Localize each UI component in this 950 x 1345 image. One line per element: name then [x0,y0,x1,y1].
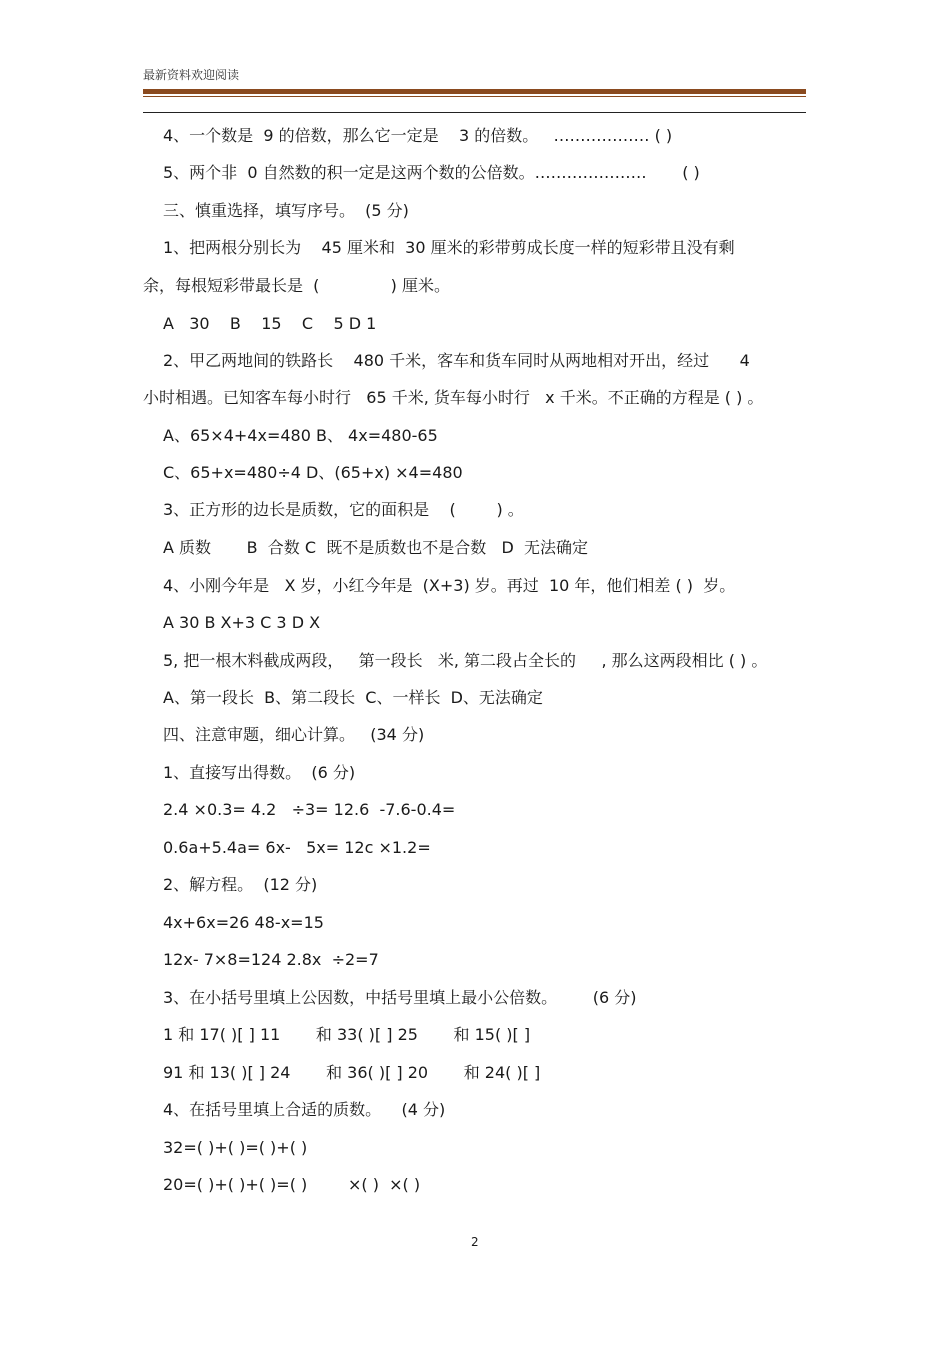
text-line: 4、在括号里填上合适的质数。 (4 分) [163,1100,446,1119]
text-line: A 30 B X+3 C 3 D X [163,613,321,632]
text-line: 3、在小括号里填上公因数，中括号里填上最小公倍数。 (6 分) [163,988,637,1007]
section-heading: 三、慎重选择，填写序号。 (5 分) [163,201,409,220]
text-line: 1 和 17( )[ ] 11 和 33( )[ ] 25 和 15( )[ ] [163,1025,531,1044]
text-line: A、第一段长 B、第二段长 C、一样长 D、无法确定 [163,688,543,707]
text-line: 32=( )+( )=( )+( ) [163,1138,308,1157]
text-line: 0.6a+5.4a= 6x- 5x= 12c ×1.2= [163,838,431,857]
header-rule-bottom [143,112,806,113]
header-rule-thick [143,89,806,94]
page-number: 2 [471,1235,479,1249]
text-line: 1、直接写出得数。 (6 分) [163,763,356,782]
text-line: 4x+6x=26 48-x=15 [163,913,324,932]
text-line: 小时相遇。已知客车每小时行 65 千米, 货车每小时行 x 千米。不正确的方程是 ( ) 。 [143,388,764,407]
text-line: 4、一个数是 9 的倍数，那么它一定是 3 的倍数。 ……………… ( ) [163,126,673,145]
header-rule-thin [143,96,806,97]
text-line: A 质数 B 合数 C 既不是质数也不是合数 D 无法确定 [163,538,588,557]
section-heading: 四、注意审题，细心计算。 (34 分) [163,725,425,744]
text-line: 余，每根短彩带最长是 ( ) 厘米。 [143,276,450,295]
text-line: 4、小刚今年是 X 岁，小红今年是 (X+3) 岁。再过 10 年，他们相差 ( ) 岁。 [163,576,736,595]
text-line: 2、解方程。 (12 分) [163,875,318,894]
text-line: A、65×4+4x=480 B、 4x=480-65 [163,426,438,445]
running-header: 最新资料欢迎阅读 [143,68,240,82]
text-line: 3、正方形的边长是质数，它的面积是 ( ) 。 [163,500,524,519]
text-line: 20=( )+( )+( )=( ) ×( ) ×( ) [163,1175,421,1194]
text-line: 2.4 ×0.3= 4.2 ÷3= 12.6 -7.6-0.4= [163,800,456,819]
text-line: 91 和 13( )[ ] 24 和 36( )[ ] 20 和 24( )[ ] [163,1063,541,1082]
text-line: 5、两个非 0 自然数的积一定是这两个数的公倍数。………………… ( ) [163,163,700,182]
text-line: 5, 把一根木料截成两段， 第一段长 米, 第二段占全长的 , 那么这两段相比 ( ) 。 [163,651,768,670]
text-line: 2、甲乙两地间的铁路长 480 千米，客车和货车同时从两地相对开出，经过 4 [163,351,750,370]
text-line: 1、把两根分别长为 45 厘米和 30 厘米的彩带剪成长度一样的短彩带且没有剩 [163,238,735,257]
text-line: C、65+x=480÷4 D、(65+x) ×4=480 [163,463,463,482]
text-line: A 30 B 15 C 5 D 1 [163,314,377,333]
text-line: 12x- 7×8=124 2.8x ÷2=7 [163,950,379,969]
